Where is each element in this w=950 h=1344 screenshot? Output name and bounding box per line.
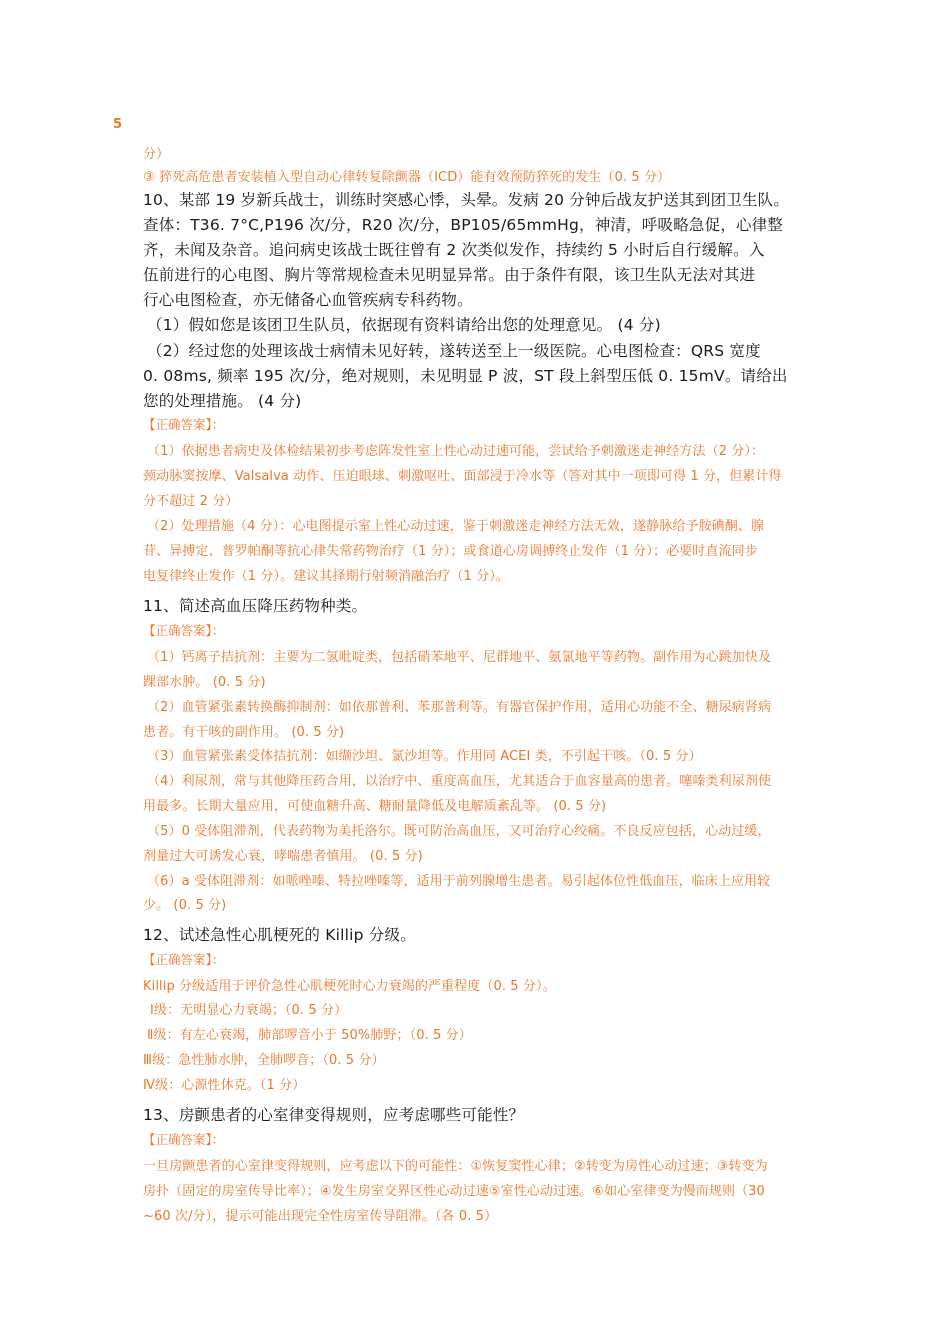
answer-label: 【正确答案】： [143, 417, 225, 432]
q10-text-line: 10、某部 19 岁新兵战士，训练时突感心悸，头晕。发病 20 分钟后战友护送其到团卫生队。 [143, 191, 790, 209]
answer-line: Ⅱ级：有左心衰竭，肺部啰音小于 50%肺野；（0. 5 分） [147, 1028, 472, 1043]
q10-text-line: 伍前进行的心电图、胸片等常规检查未见明显异常。由于条件有限，该卫生队无法对其进 [143, 266, 756, 284]
answer-line: 电复律终止发作（1 分）。建议其择期行射频消融治疗（1 分）。 [143, 569, 509, 584]
q10-text-line: 0. 08ms, 频率 195 次/分，绝对规则，未见明显 P 波，ST 段上斜型压低 0. 15mV。请给出 [143, 367, 788, 385]
q9-answer-line: ③ 猝死高危患者安装植入型自动心律转复除颤器（ICD）能有效预防猝死的发生（0. 5 分） [143, 170, 671, 185]
answer-line: Ⅳ级：心源性休克。（1 分） [143, 1078, 306, 1093]
answer-line: Ⅰ级：无明显心力衰竭；（0. 5 分） [150, 1003, 348, 1018]
q12-title: 12、试述急性心肌梗死的 Killip 分级。 [143, 926, 416, 944]
answer-line: Killip 分级适用于评价急性心肌梗死时心力衰竭的严重程度（0. 5 分）。 [143, 979, 556, 994]
answer-line: 分不超过 2 分） [143, 494, 239, 509]
page-number: 5 [113, 117, 123, 132]
answer-line: Ⅲ级：急性肺水肿，全肺啰音；（0. 5 分） [143, 1053, 385, 1068]
q10-subquestion-2: （2）经过您的处理该战士病情未见好转，遂转送至上一级医院。心电图检查：QRS 宽度 [147, 342, 761, 360]
q10-subquestion-1: （1）假如您是该团卫生队员，依据现有资料请给出您的处理意见。 (4 分) [147, 316, 661, 334]
answer-line: （1）依据患者病史及体检结果初步考虑阵发性室上性心动过速可能，尝试给予刺激迷走神经方法（2 分）： [147, 444, 765, 459]
answer-line: 苷、异搏定、普罗帕酮等抗心律失常药物治疗（1 分）；或食道心房调搏终止发作（1 分）；必要时直流同步 [143, 544, 758, 559]
answer-label: 【正确答案】： [143, 623, 225, 638]
answer-line: 踝部水肿。 (0. 5 分) [143, 675, 266, 690]
answer-line: 一旦房颤患者的心室律变得规则，应考虑以下的可能性：①恢复窦性心律；②转变为房性心动过速；③转变为 [143, 1159, 768, 1174]
answer-line: ~60 次/分），提示可能出现完全性房室传导阻滞。（各 0. 5） [143, 1209, 498, 1224]
answer-label: 【正确答案】： [143, 952, 225, 967]
answer-line: （1）钙离子拮抗剂：主要为二氢吡啶类，包括硝苯地平、尼群地平、氨氯地平等药物。副作用为心跳加快及 [147, 650, 772, 665]
q13-title: 13、房颤患者的心室律变得规则，应考虑哪些可能性？ [143, 1106, 525, 1124]
answer-label: 【正确答案】： [143, 1132, 225, 1147]
answer-line: （3）血管紧张素受体拮抗剂：如缬沙坦、氯沙坦等。作用同 ACEI 类，不引起干咳。（0. 5 分） [147, 749, 702, 764]
q9-answer-line: 分） [143, 147, 170, 162]
answer-line: （4）利尿剂，常与其他降压药合用，以治疗中、重度高血压，尤其适合于血容量高的患者。噻嗪类利尿剂使 [147, 774, 772, 789]
q11-title: 11、简述高血压降压药物种类。 [143, 597, 368, 615]
answer-line: （6）a 受体阻滞剂：如哌唑嗪、特拉唑嗪等，适用于前列腺增生患者。易引起体位性低血压，临床上应用较 [147, 874, 771, 889]
q10-text-line: 齐，未闻及杂音。追问病史该战士既往曾有 2 次类似发作，持续约 5 小时后自行缓解。入 [143, 241, 765, 259]
answer-line: 患者。有干咳的副作用。 (0. 5 分) [143, 725, 345, 740]
q10-text-line: 行心电图检查，亦无储备心血管疾病专科药物。 [143, 291, 473, 309]
q10-text-line: 您的处理措施。 (4 分) [143, 392, 302, 410]
answer-line: 剂量过大可诱发心衰，哮喘患者慎用。 (0. 5 分) [143, 849, 423, 864]
q10-text-line: 查体：T36. 7°C,P196 次/分，R20 次/分，BP105/65mmHg，神清，呼吸略急促，心律整 [143, 216, 784, 234]
answer-line: 用最多。长期大量应用，可使血糖升高、糖耐量降低及电解质紊乱等。 (0. 5 分) [143, 799, 607, 814]
answer-line: （2）血管紧张素转换酶抑制剂：如依那普利、苯那普利等。有器官保护作用，适用心功能不全、糖尿病肾病 [147, 700, 772, 715]
answer-line: （2）处理措施（4 分）：心电图提示室上性心动过速，鉴于刺激迷走神经方法无效，遂静脉给予胺碘酮、腺 [147, 519, 765, 534]
answer-line: 颈动脉窦按摩、Valsalva 动作、压迫眼球、刺激呕吐、面部浸于冷水等（答对其中一项即可得 1 分，但累计得 [143, 469, 782, 484]
answer-line: （5）0 受体阻滞剂，代表药物为美托洛尔。既可防治高血压，又可治疗心绞痛。不良反应包括，心动过缓， [147, 824, 771, 839]
answer-line: 房扑（固定的房室传导比率）；④发生房室交界区性心动过速⑤室性心动过速。⑥如心室律变为慢而规则（30 [143, 1184, 765, 1199]
answer-line: 少。 (0. 5 分) [143, 898, 227, 913]
